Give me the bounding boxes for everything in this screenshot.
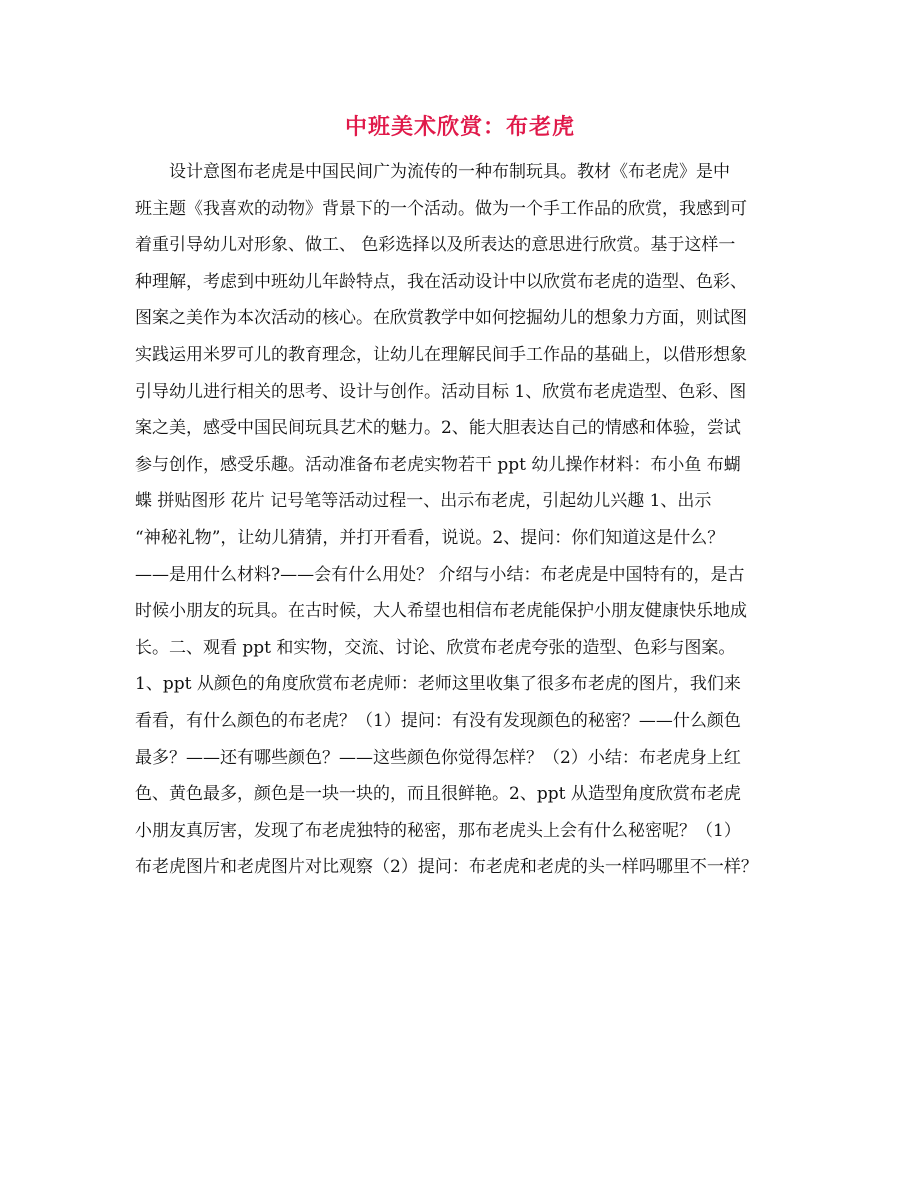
body-line: 图案之美作为本次活动的核心。在欣赏教学中如何挖掘幼儿的想象力方面，则试图 <box>135 308 747 329</box>
body-line: 实践运用米罗可儿的教育理念，让幼儿在理解民间手工作品的基础上，以借形想象 <box>135 344 747 365</box>
body-line: 时候小朋友的玩具。在古时候，大人希望也相信布老虎能保护小朋友健康快乐地成 <box>135 601 747 622</box>
body-line: 色、黄色最多，颜色是一块一块的，而且很鲜艳。2、ppt 从造型角度欣赏布老虎 <box>135 784 741 805</box>
body-line: 着重引导幼儿对形象、做工、 色彩选择以及所表达的意思进行欣赏。基于这样一 <box>135 235 736 256</box>
document-title: 中班美术欣赏：布老虎 <box>344 114 575 140</box>
body-line: 最多？——还有哪些颜色？——这些颜色你觉得怎样？（2）小结：布老虎身上红 <box>135 747 741 768</box>
document-body <box>135 154 800 886</box>
body-line: 设计意图布老虎是中国民间广为流传的一种布制玩具。教材《布老虎》是中 <box>169 162 730 182</box>
body-line: 班主题《我喜欢的动物》背景下的一个活动。做为一个手工作品的欣赏，我感到可 <box>135 198 747 219</box>
body-line: 案之美，感受中国民间玩具艺术的魅力。2、能大胆表达自己的情感和体验，尝试 <box>135 418 741 439</box>
body-line: “神秘礼物”，让幼儿猜猜，并打开看看，说说。2、提问：你们知道这是什么？ <box>135 527 725 548</box>
body-line: 引导幼儿进行相关的思考、设计与创作。活动目标 1、欣赏布老虎造型、色彩、图 <box>135 381 747 402</box>
body-line: 蝶 拼贴图形 花片 记号笔等活动过程一、出示布老虎，引起幼儿兴趣 1、出示 <box>135 491 712 512</box>
body-line: ——是用什么材料?——会有什么用处？ 介绍与小结：布老虎是中国特有的，是古 <box>135 564 745 585</box>
body-line: 1、ppt 从颜色的角度欣赏布老虎师：老师这里收集了很多布老虎的图片，我们来 <box>135 674 741 695</box>
body-line: 长。二、观看 ppt 和实物，交流、讨论、欣赏布老虎夸张的造型、色彩与图案。 <box>135 637 736 658</box>
body-line: 小朋友真厉害，发现了布老虎独特的秘密，那布老虎头上会有什么秘密呢？（1） <box>135 820 741 841</box>
body-line: 看看，有什么颜色的布老虎？（1）提问：有没有发现颜色的秘密？——什么颜色 <box>135 710 741 731</box>
body-line: 参与创作，感受乐趣。活动准备布老虎实物若干 ppt 幼儿操作材料：布小鱼 布蝴 <box>135 454 741 475</box>
body-line: 种理解，考虑到中班幼儿年龄特点，我在活动设计中以欣赏布老虎的造型、色彩、 <box>135 271 747 292</box>
body-line: 布老虎图片和老虎图片对比观察（2）提问：布老虎和老虎的头一样吗哪里不一样？ <box>135 857 758 878</box>
